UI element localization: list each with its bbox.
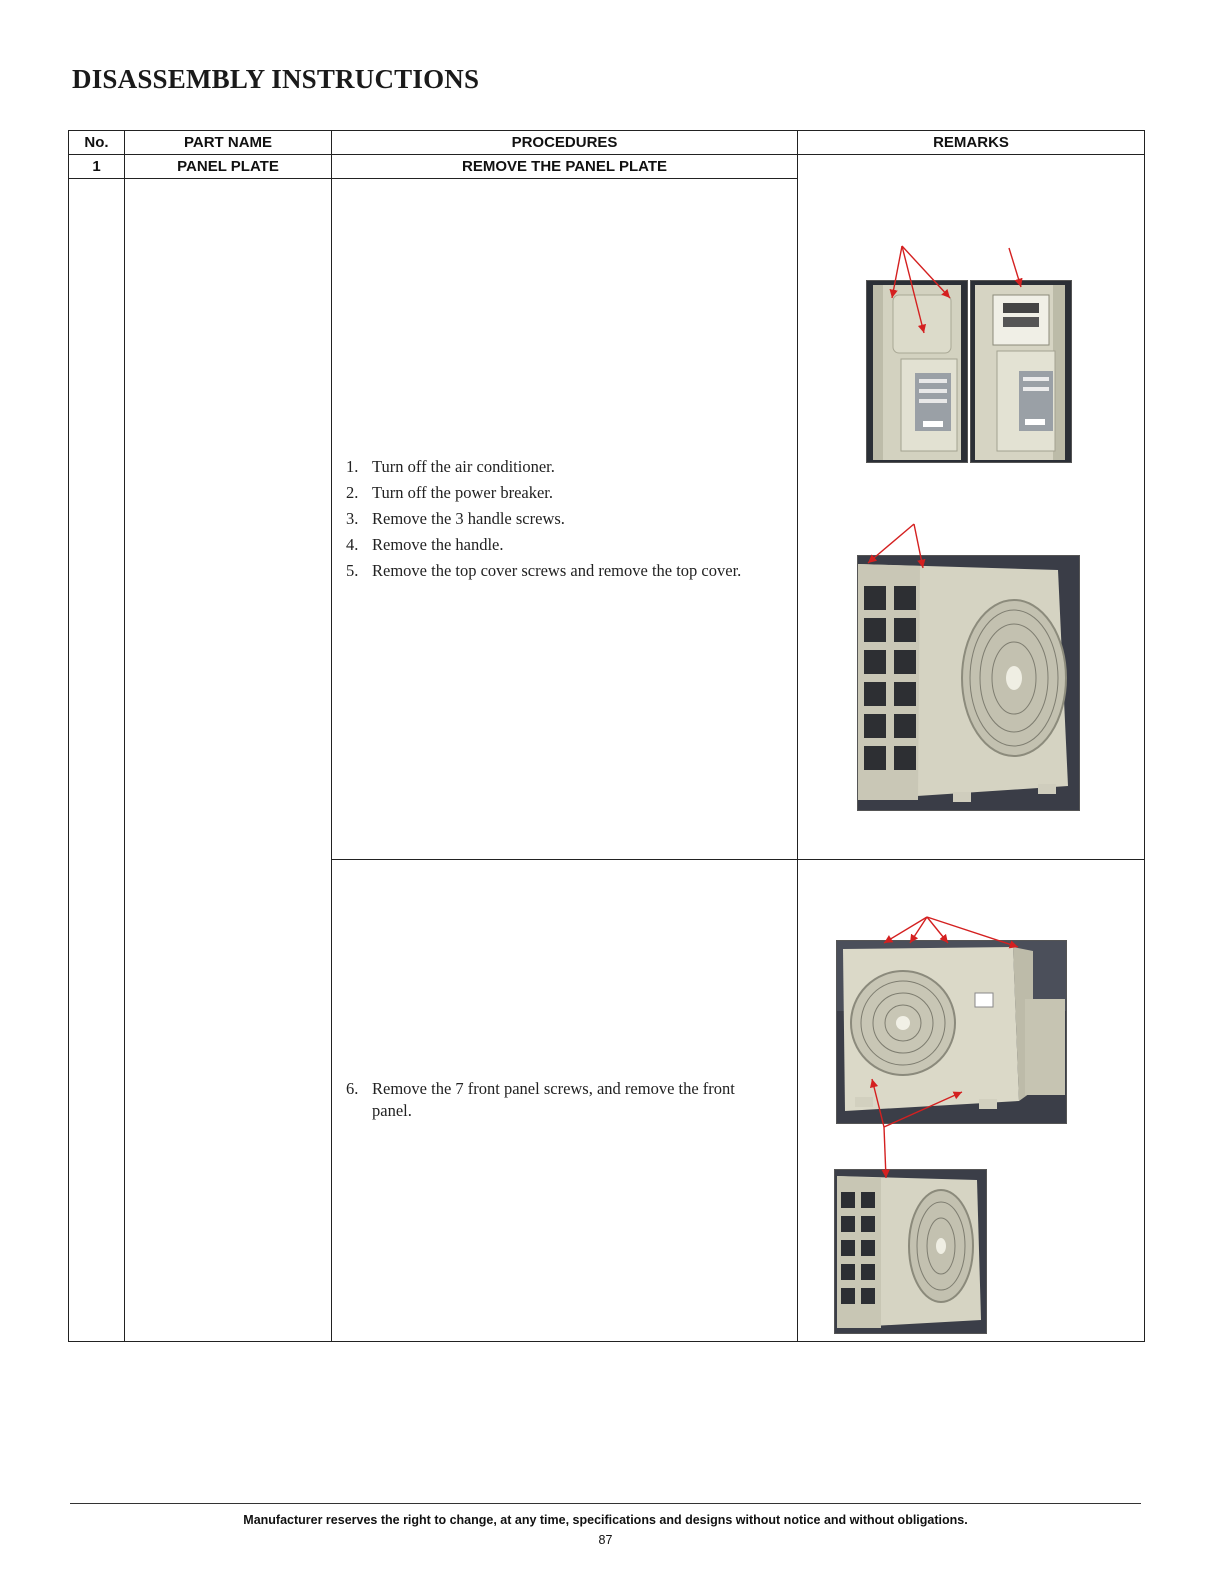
arrow-icon xyxy=(914,524,923,568)
arrow-icon xyxy=(892,246,902,298)
arrow-icon xyxy=(1009,248,1021,287)
procedure-step: 4. Remove the handle. xyxy=(346,535,504,554)
arrow-icon xyxy=(910,917,927,943)
arrow-icon xyxy=(884,1092,962,1127)
procedure-step: 3. Remove the 3 handle screws. xyxy=(346,509,565,528)
arrow-icon xyxy=(872,1079,884,1127)
arrow-icon xyxy=(884,917,927,943)
arrow-icon xyxy=(884,1127,886,1178)
procedure-step: 5. Remove the top cover screws and remove the top cover. xyxy=(346,561,742,580)
arrow-icon xyxy=(868,524,914,563)
page-number: 87 xyxy=(598,1533,613,1547)
procedure-step: 1. Turn off the air conditioner. xyxy=(346,457,555,476)
footer-divider xyxy=(70,1503,1141,1504)
footer-disclaimer: Manufacturer reserves the right to change, at any time, specifications and designs without notice and without obligations. xyxy=(243,1513,968,1527)
row-procedure-title: REMOVE THE PANEL PLATE xyxy=(461,158,668,175)
header-part-name: PART NAME xyxy=(183,134,273,151)
header-remarks: REMARKS xyxy=(933,134,1009,151)
arrow-icon xyxy=(927,917,1018,947)
row-number: 1 xyxy=(92,158,101,175)
header-procedures: PROCEDURES xyxy=(511,134,618,151)
row-part-name: PANEL PLATE xyxy=(177,158,279,175)
procedure-step: 2. Turn off the power breaker. xyxy=(346,483,554,502)
arrow-icon xyxy=(902,246,924,333)
page-title: DISASSEMBLY INSTRUCTIONS xyxy=(72,64,480,94)
header-no: No. xyxy=(84,134,109,151)
procedure-step: 6. Remove the 7 front panel screws, and remove the front panel. xyxy=(346,1079,735,1120)
